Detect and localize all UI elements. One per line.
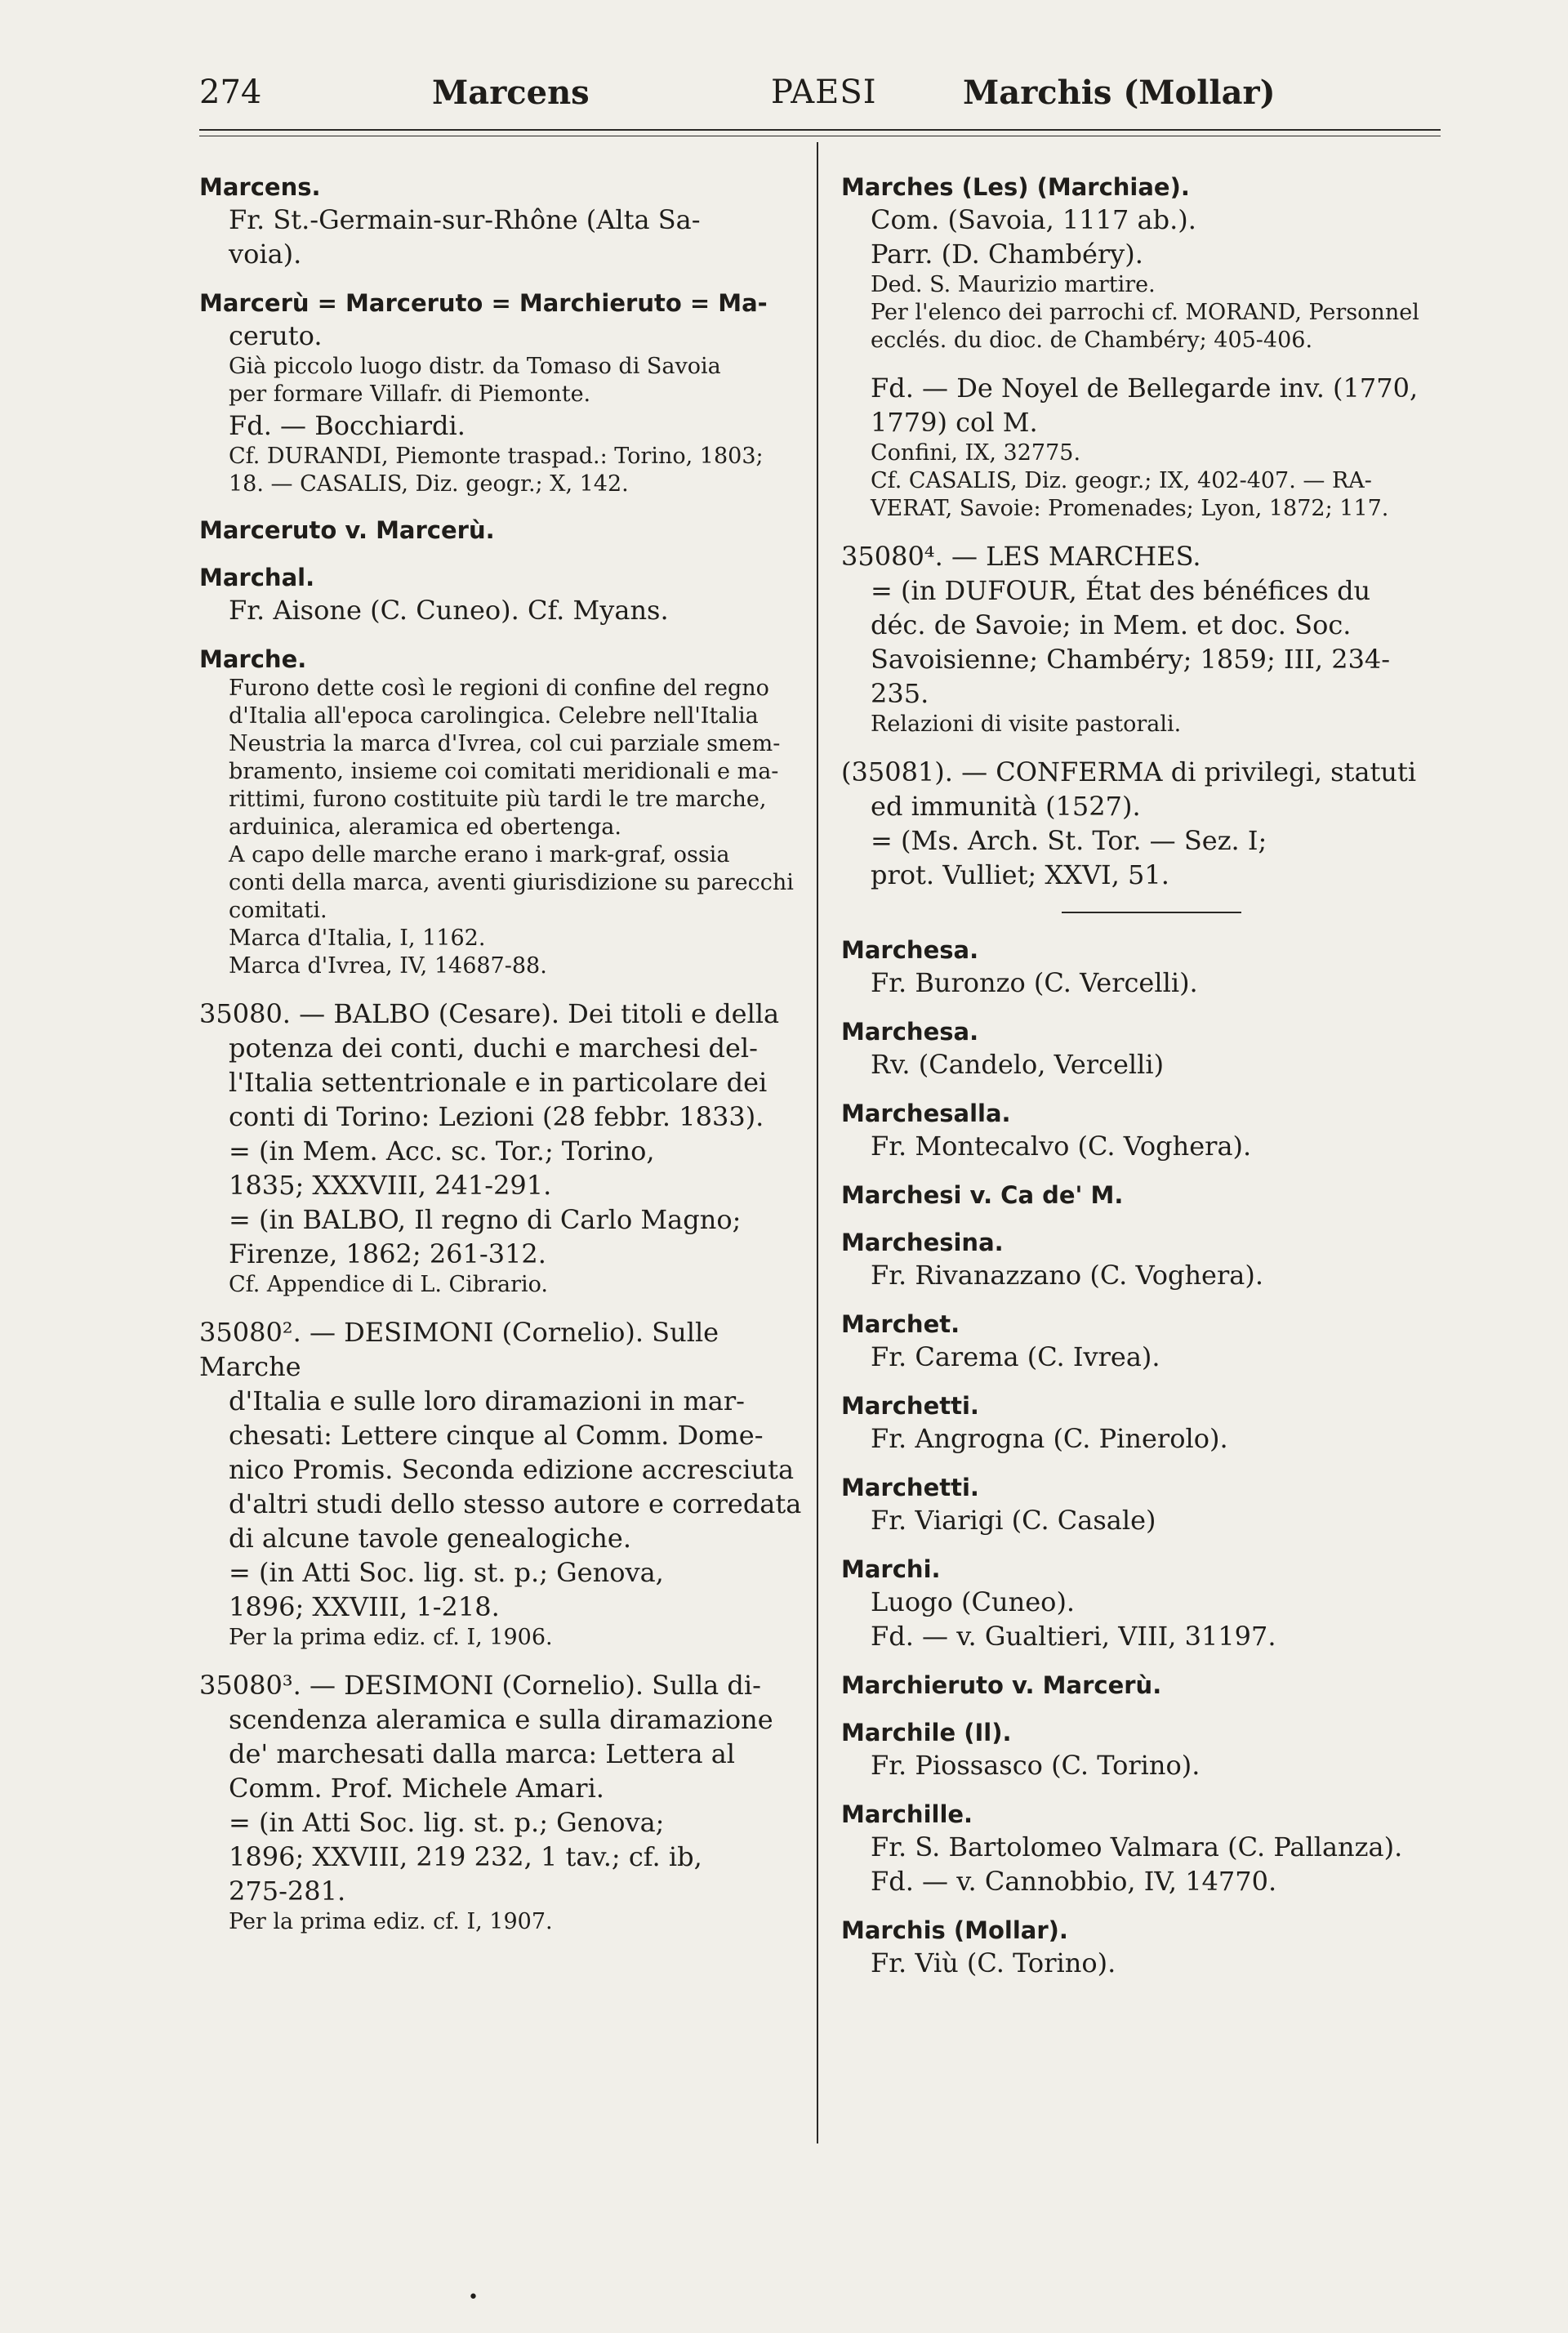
text-line: Fr. Piossasco (C. Torino). bbox=[871, 1750, 1200, 1781]
note-line: Furono dette così le regioni di confine del regno bbox=[229, 676, 769, 701]
text-line: Fr. Carema (C. Ivrea). bbox=[871, 1341, 1160, 1372]
entry bbox=[841, 539, 1446, 738]
text-line: = (in Mem. Acc. sc. Tor.; Torino, bbox=[229, 1135, 655, 1166]
text-line: chesati: Lettere cinque al Comm. Dome- bbox=[229, 1420, 764, 1451]
left-column bbox=[199, 172, 804, 1952]
text-line: ed immunità (1527). bbox=[871, 791, 1141, 822]
entry bbox=[199, 997, 804, 1299]
entry-headword: Marchetti. bbox=[841, 1392, 979, 1420]
entry bbox=[841, 1180, 1446, 1211]
text-line: d'Italia e sulle loro diramazioni in mar- bbox=[229, 1385, 745, 1416]
text-line: de' marchesati dalla marca: Lettera al bbox=[229, 1738, 735, 1769]
entry-headword: Marchet. bbox=[841, 1310, 960, 1338]
section-separator bbox=[1062, 912, 1241, 913]
text-line: voia). bbox=[229, 239, 302, 270]
text-line: Fd. — Bocchiardi. bbox=[229, 410, 466, 441]
text-line: Firenze, 1862; 261-312. bbox=[229, 1238, 546, 1269]
note-line: per formare Villafr. di Piemonte. bbox=[229, 381, 591, 407]
note-line: arduinica, aleramica ed obertenga. bbox=[229, 814, 621, 840]
entry-number-line: 35080³. — DESIMONI (Cornelio). Sulla di- bbox=[199, 1670, 761, 1701]
text-line: Savoisienne; Chambéry; 1859; III, 234- bbox=[871, 644, 1391, 675]
header-rule bbox=[199, 129, 1441, 131]
entry bbox=[841, 1554, 1446, 1653]
page-number: 274 bbox=[199, 74, 262, 111]
text-line: 1835; XXXVIII, 241-291. bbox=[229, 1170, 552, 1201]
note-line: VERAT, Savoie: Promenades; Lyon, 1872; 117. bbox=[871, 496, 1389, 521]
entry bbox=[199, 644, 804, 980]
note-line: A capo delle marche erano i mark-graf, ossia bbox=[229, 842, 730, 868]
note-line: Cf. DURANDI, Piemonte traspad.: Torino, 1803; bbox=[229, 444, 764, 469]
entry bbox=[841, 1227, 1446, 1292]
entry-headword: Marceruto v. Marcerù. bbox=[199, 516, 495, 544]
text-line: 1779) col M. bbox=[871, 407, 1038, 438]
entry-headword: Marchis (Mollar). bbox=[841, 1916, 1068, 1944]
text-line: 1896; XXVIII, 1-218. bbox=[229, 1591, 500, 1622]
note-line: Marca d'Italia, I, 1162. bbox=[229, 926, 486, 951]
note-line: Relazioni di visite pastorali. bbox=[871, 711, 1182, 737]
text-line: di alcune tavole genealogiche. bbox=[229, 1523, 631, 1554]
note-line: Per la prima ediz. cf. I, 1907. bbox=[229, 1909, 553, 1934]
running-head-center: PAESI bbox=[771, 74, 877, 111]
running-head bbox=[199, 65, 1285, 123]
column-divider bbox=[817, 142, 818, 2143]
entry-headword: Marchal. bbox=[199, 564, 315, 591]
note-line: Neustria la marca d'Ivrea, col cui parziale smem- bbox=[229, 731, 781, 756]
entry-headword: Marche. bbox=[199, 645, 307, 673]
note-line: Cf. Appendice di L. Cibrario. bbox=[229, 1272, 548, 1297]
entry-headword: Marchesalla. bbox=[841, 1100, 1011, 1127]
entry-headword: Marchesa. bbox=[841, 1018, 979, 1046]
text-line: Fr. Montecalvo (C. Voghera). bbox=[871, 1131, 1252, 1162]
text-line: 275-281. bbox=[229, 1876, 346, 1907]
text-line: ceruto. bbox=[229, 320, 323, 351]
note-line: rittimi, furono costituite più tardi le tre marche, bbox=[229, 787, 767, 812]
note-line: Marca d'Ivrea, IV, 14687-88. bbox=[229, 953, 547, 979]
note-line: ecclés. du dioc. de Chambéry; 405-406. bbox=[871, 328, 1313, 353]
text-line: = (in BALBO, Il regno di Carlo Magno; bbox=[229, 1204, 742, 1235]
note-line: Per la prima ediz. cf. I, 1906. bbox=[229, 1625, 553, 1650]
entry bbox=[841, 1799, 1446, 1898]
entry bbox=[199, 515, 804, 546]
text-line: conti di Torino: Lezioni (28 febbr. 1833). bbox=[229, 1101, 764, 1132]
entry-number-line: 35080. — BALBO (Cesare). Dei titoli e della bbox=[199, 998, 780, 1029]
text-line: Luogo (Cuneo). bbox=[871, 1586, 1076, 1617]
entry-headword: Marchile (Il). bbox=[841, 1719, 1012, 1746]
entry bbox=[841, 1915, 1446, 1980]
text-line: Fd. — v. Cannobbio, IV, 14770. bbox=[871, 1866, 1277, 1897]
text-line: d'altri studi dello stesso autore e corredata bbox=[229, 1488, 802, 1519]
note-line: d'Italia all'epoca carolingica. Celebre nell'Italia bbox=[229, 703, 759, 729]
text-line: prot. Vulliet; XXVI, 51. bbox=[871, 859, 1169, 890]
text-line: Com. (Savoia, 1117 ab.). bbox=[871, 204, 1196, 235]
entry-headword: Marchesi v. Ca de' M. bbox=[841, 1181, 1124, 1209]
entry-number-line: 35080². — DESIMONI (Cornelio). Sulle Marche bbox=[199, 1317, 719, 1382]
note-line: bramento, insieme coi comitati meridionali e ma- bbox=[229, 759, 779, 784]
entry bbox=[841, 935, 1446, 1000]
entry-headword: Marcerù = Marceruto = Marchieruto = Ma- bbox=[199, 289, 768, 317]
entry-headword: Marchetti. bbox=[841, 1474, 979, 1501]
entry bbox=[841, 1309, 1446, 1374]
text-line: scendenza aleramica e sulla diramazione bbox=[229, 1704, 773, 1735]
text-line: Rv. (Candelo, Vercelli) bbox=[871, 1049, 1165, 1080]
note-line: comitati. bbox=[229, 898, 327, 923]
text-line: déc. de Savoie; in Mem. et doc. Soc. bbox=[871, 609, 1352, 640]
text-line: = (in Atti Soc. lig. st. p.; Genova; bbox=[229, 1807, 665, 1838]
entry bbox=[841, 1670, 1446, 1701]
running-head-left: Marcens bbox=[432, 74, 590, 112]
text-line: = (Ms. Arch. St. Tor. — Sez. I; bbox=[871, 825, 1267, 856]
entry bbox=[841, 1472, 1446, 1537]
entry bbox=[841, 755, 1446, 892]
entry bbox=[199, 288, 804, 498]
note-line: Per l'elenco dei parrochi cf. MORAND, Personnel bbox=[871, 300, 1419, 325]
note-line: Cf. CASALIS, Diz. geogr.; IX, 402-407. — RA- bbox=[871, 468, 1372, 493]
entry bbox=[199, 1315, 804, 1652]
text-line: Fr. St.-Germain-sur-Rhône (Alta Sa- bbox=[229, 204, 701, 235]
entry-headword: Marchieruto v. Marcerù. bbox=[841, 1671, 1162, 1699]
running-head-right: Marchis (Mollar) bbox=[963, 74, 1276, 112]
text-line: Fr. Viarigi (C. Casale) bbox=[871, 1505, 1156, 1536]
text-line: Fr. Viù (C. Torino). bbox=[871, 1947, 1116, 1978]
entry bbox=[841, 1016, 1446, 1082]
text-line: 235. bbox=[871, 678, 929, 709]
entry-number-line: 35080⁴. — LES MARCHES. bbox=[841, 541, 1201, 572]
text-line: = (in DUFOUR, État des bénéfices du bbox=[871, 575, 1371, 606]
text-line: potenza dei conti, duchi e marchesi del- bbox=[229, 1033, 758, 1064]
entry-number-line: (35081). — CONFERMA di privilegi, statuti bbox=[841, 756, 1417, 787]
entry-headword: Marches (Les) (Marchiae). bbox=[841, 173, 1190, 201]
entry bbox=[199, 172, 804, 271]
text-line: Comm. Prof. Michele Amari. bbox=[229, 1773, 604, 1804]
entry-headword: Marcens. bbox=[199, 173, 321, 201]
entry bbox=[841, 172, 1446, 355]
text-line: Fr. Rivanazzano (C. Voghera). bbox=[871, 1260, 1264, 1291]
entry-headword: Marchesa. bbox=[841, 936, 979, 964]
text-line: Fr. Buronzo (C. Vercelli). bbox=[871, 967, 1198, 998]
footer-mark: • bbox=[468, 2287, 479, 2308]
note-line: conti della marca, aventi giurisdizione su parecchi bbox=[229, 870, 794, 895]
note-line: Ded. S. Maurizio martire. bbox=[871, 272, 1156, 297]
text-line: Fr. Aisone (C. Cuneo). Cf. Myans. bbox=[229, 595, 669, 626]
text-line: l'Italia settentrionale e in particolare dei bbox=[229, 1067, 768, 1098]
entry bbox=[199, 1668, 804, 1936]
text-line: = (in Atti Soc. lig. st. p.; Genova, bbox=[229, 1557, 664, 1588]
text-line: Fd. — De Noyel de Bellegarde inv. (1770, bbox=[871, 372, 1419, 404]
entry-headword: Marchille. bbox=[841, 1800, 973, 1828]
entry bbox=[841, 1717, 1446, 1782]
note-line: 18. — CASALIS, Diz. geogr.; X, 142. bbox=[229, 471, 629, 497]
text-line: nico Promis. Seconda edizione accresciuta bbox=[229, 1454, 795, 1485]
text-line: Fd. — v. Gualtieri, VIII, 31197. bbox=[871, 1621, 1276, 1652]
entry-headword: Marchesina. bbox=[841, 1229, 1004, 1256]
note-line: Già piccolo luogo distr. da Tomaso di Savoia bbox=[229, 354, 721, 379]
entry bbox=[199, 562, 804, 627]
note-line: Confini, IX, 32775. bbox=[871, 440, 1081, 466]
entry bbox=[841, 1098, 1446, 1163]
entry bbox=[841, 371, 1446, 523]
entry-headword: Marchi. bbox=[841, 1555, 941, 1583]
text-line: 1896; XXVIII, 219 232, 1 tav.; cf. ib, bbox=[229, 1841, 702, 1872]
entry bbox=[841, 1390, 1446, 1456]
text-line: Fr. S. Bartolomeo Valmara (C. Pallanza). bbox=[871, 1831, 1403, 1862]
text-line: Fr. Angrogna (C. Pinerolo). bbox=[871, 1423, 1228, 1454]
right-column bbox=[841, 172, 1446, 1996]
text-line: Parr. (D. Chambéry). bbox=[871, 239, 1143, 270]
